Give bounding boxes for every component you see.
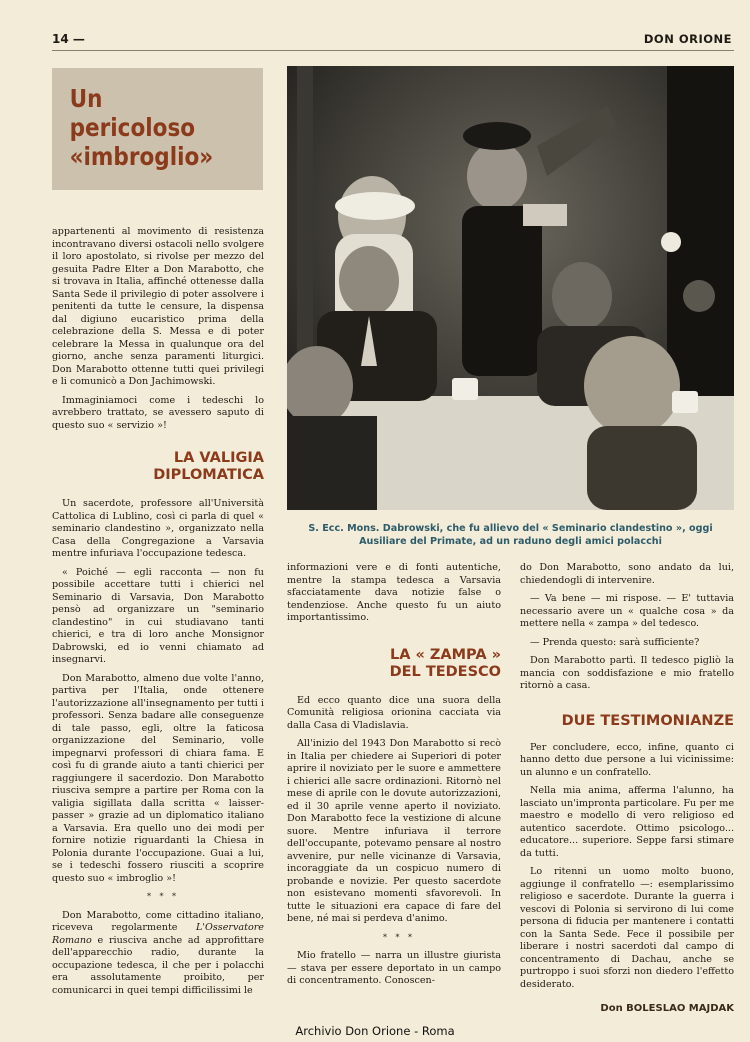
photo-caption: S. Ecc. Mons. Dabrowski, che fu allievo del « Seminario clandestino », oggi Ausiliare del Primate, ad un raduno degli amici polacchi (308, 523, 713, 547)
paragraph: Don Marabotto, come cittadino italiano, riceveva regolarmente L'Osservatore Romano e riusciva anche ad approfittare dell'apparecchio radio, durante la occupazione tedesca, il che per i polacchi era assolutamente proibito, per comunicarci in quei tempi difficilissimi le (52, 909, 264, 996)
paragraph: « Poiché — egli racconta — non fu possibile accettare tutti i chierici nel Seminario di Varsavia, Don Marabotto pensò ad organizzare un "seminario clandestino" in cui studiavano tanti chierici, e tra di loro anche Monsignor Dabrowski, ed io venni chiamato ad insegnarvi. (52, 566, 264, 665)
article-title: Un pericoloso «imbroglio» (69, 84, 214, 171)
section-separator: * * * (146, 892, 180, 901)
paragraph: informazioni vere e di fonti autentiche, mentre la stampa tedesca a Varsavia sfacciatamente dava notizie false o tendenziose. Anche questo fu un aiuto importantissimo. (287, 562, 501, 623)
paragraph: appartenenti al movimento di resistenza incontravano diversi ostacoli nello svolgere il loro apostolato, si rivolse per mezzo del gesuita Padre Elter a Don Marabotto, che si trovava in Italia, affinché ottenesse dalla Santa Sede il privilegio di poter assolvere i penitenti da tutte le censure, la dispensa dal digiuno eucaristico prima della celebrazione della S. Messa e di poter celebrare la Messa in qualunque ora del giorno, anche senza paramenti liturgici. Don Marabotto ottenne tutti quei privilegi e li comunicò a Don Jachimowski. (52, 226, 264, 387)
paragraph: Ed ecco quanto dice una suora della Comunità religiosa orionina cacciata via dalla Casa di Vladislavia. (287, 694, 501, 731)
paragraph: Immaginiamoci come i tedeschi lo avrebbero trattato, se avessero saputo di questo suo « servizio »! (52, 394, 264, 431)
paragraph: Mio fratello — narra un illustre giurista — stava per essere deportato in un campo di concentramento. Conoscen- (287, 950, 501, 986)
photo-image (287, 66, 734, 510)
paragraph: Per concludere, ecco, infine, quanto ci hanno detto due persone a lui vicinissime: un alunno e un confratello. (520, 741, 734, 778)
paragraph: Lo ritenni un uomo molto buono, aggiunge il confratello —: esemplarissimo religioso e sacerdote. Durante la guerra i vescovi di Polonia si servirono di lui come persona di fiducia per mantenere i contatti con la Santa Sede. Fece il possibile per liberare i nostri sacerdoti dal campo di concentramento di Dachau, anche se purtroppo i suoi sforzi non diedero l'effetto desiderato. (520, 866, 734, 990)
column-3 (520, 562, 734, 997)
paragraph: — Va bene — mi rispose. — E' tuttavia necessario avere un « qualche cosa » da mettere nella « zampa » del tedesco. (520, 593, 734, 629)
section-separator: * * * (382, 932, 416, 942)
subheading-zampa-1: LA « ZAMPA » (389, 646, 501, 663)
subheading-testimonianze: DUE TESTIMONIANZE (561, 712, 734, 729)
paragraph: All'inizio del 1943 Don Marabotto si recò in Italia per chiedere ai Superiori di poter aprire il noviziato per le suore e ammettere i chierici alle sacre ordinazioni. Ritornò nel mese di aprile con le dovute autorizzazioni, ed il 30 aprile venne aperto il noviziato. Don Marabotto fece la vestizione di alcune suore. Mentre infuriava il terrore dell'occupante, potevamo pensare al nostro avvenire, pur nelle vicinanze di Varsavia, incoraggiate da un cospicuo numero di probande e novizie. Per questo sacerdote non esistevano momenti sfavorevoli. In tutte le situazioni era capace di fare del bene, né mai si perdeva d'animo. (287, 738, 501, 924)
paragraph: Nella mia anima, afferma l'alunno, ha lasciato un'impronta particolare. Fu per me maestro e modello di vero religioso ed autentico sacerdote. Ottimo psicologo... educatore... superiore. Seppe farsi stimare da tutti. (520, 785, 734, 859)
archive-footer: Archivio Don Orione - Roma (295, 1024, 455, 1038)
subheading-zampa-2: DEL TEDESCO (389, 663, 501, 680)
author-signature: Don BOLESLAO MAJDAK (600, 1003, 734, 1014)
column-1 (52, 226, 264, 1003)
header-rule (52, 50, 734, 51)
article-title-box (52, 68, 263, 190)
paragraph: Don Marabotto, almeno due volte l'anno, partiva per l'Italia, onde ottenere l'autorizzazione all'insegnamento per tutti i professori. Senza badare alle conseguenze di tale passo, egli, oltre la faticosa organizzazione del Seminario, volle impegnarvi professori di chiara fama. E così fu di grande aiuto a tanti chierici per raggiungere il sacerdozio. Don Marabotto riusciva sempre a partire per Roma con la valigia sigillata dalla scritta « laisser-passer » grazie ad un diplomatico italiano a Varsavia. Era quello uno dei modi per fornire notizie riguardanti la Chiesa in Polonia durante l'occupazione. Guai a lui, se i tedeschi fossero riusciti a scoprire questo suo « imbroglio »! (52, 672, 264, 884)
page-number: 14 — (52, 32, 85, 46)
paragraph: — Prenda questo: sarà sufficiente? (530, 636, 700, 648)
paragraph: Un sacerdote, professore all'Università Cattolica di Lublino, così ci parla di quel « seminario clandestino », organizzato nella Casa della Congregazione a Varsavia mentre infuriava l'occupazione tedesca. (52, 498, 264, 559)
running-title: DON ORIONE (643, 32, 732, 46)
subheading-valigia-2: DIPLOMATICA (153, 467, 264, 483)
paragraph: do Don Marabotto, sono andato da lui, chiedendogli di intervenire. (520, 562, 734, 586)
group-photo (287, 66, 734, 510)
subheading-valigia-1: LA VALIGIA (173, 450, 264, 466)
paragraph: Don Marabotto partì. Il tedesco pigliò la mancia con soddisfazione e mio fratello ritornò a casa. (520, 655, 734, 691)
column-2 (287, 562, 501, 994)
